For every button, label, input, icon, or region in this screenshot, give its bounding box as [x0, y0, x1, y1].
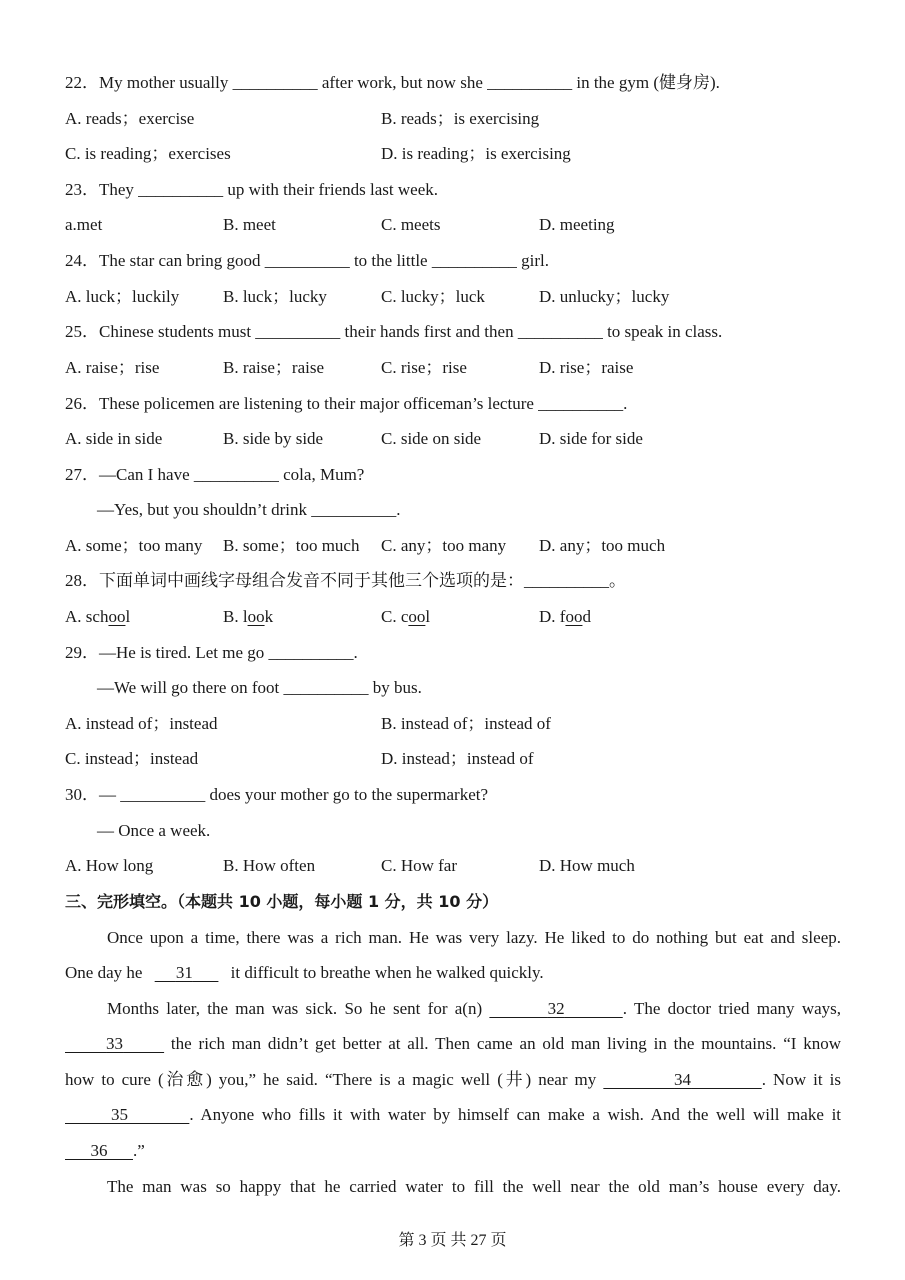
passage-text: how to cure (治愈) you,” he said. “There is a magic well (井) near my [65, 1070, 604, 1089]
passage-line-4 [65, 1033, 841, 1055]
blank-35 [65, 1105, 189, 1124]
q26-option-a: A. side in side [65, 429, 163, 448]
q29-option-a: A. instead of；instead [65, 714, 218, 733]
blank-36 [65, 1141, 133, 1160]
passage-text: .” [133, 1141, 145, 1160]
q25-option-a: A. raise；rise [65, 358, 160, 377]
q24-option-d: D. unlucky；lucky [539, 287, 670, 306]
q26-option-d: D. side for side [539, 429, 643, 448]
blank-36-number: 36 [90, 1141, 108, 1160]
q28-a-suffix: l [125, 607, 131, 626]
question-26-stem: 26．These policemen are listening to their major officeman’s lecture __________. [65, 394, 628, 413]
blank-31 [147, 963, 227, 982]
q23-option-b: B. meet [223, 215, 276, 234]
passage-text: it difficult to breathe when he walked quickly. [226, 963, 544, 982]
q27-option-c: C. any；too many [381, 536, 507, 555]
q28-c-suffix: l [425, 607, 431, 626]
q24-option-c: C. lucky；luck [381, 287, 485, 306]
passage-line-1: Once upon a time, there was a rich man. He was very lazy. He liked to do nothing but eat and sleep. [107, 928, 841, 947]
q27-option-a: A. some；too many [65, 536, 203, 555]
question-30-stem: 30．— __________ does your mother go to the supermarket? [65, 785, 489, 804]
blank-34 [603, 1070, 761, 1089]
q29-option-c: C. instead；instead [65, 749, 199, 768]
blank-32 [489, 999, 622, 1018]
blank-32-number: 32 [547, 999, 565, 1018]
q30-option-b: B. How often [223, 856, 316, 875]
q29-option-b: B. instead of；instead of [381, 714, 551, 733]
q27-option-b: B. some；too much [223, 536, 360, 555]
question-28-stem: 28．下面单词中画线字母组合发音不同于其他三个选项的是：__________。 [65, 571, 626, 590]
q29-option-d: D. instead；instead of [381, 749, 534, 768]
passage-line-5 [65, 1069, 841, 1091]
q28-d-prefix: D. f [539, 607, 566, 626]
passage-text: Months later, the man was sick. So he sent for a(n) [107, 999, 490, 1018]
q28-d-underlined: oo [565, 607, 583, 626]
passage-line-6 [65, 1104, 841, 1126]
passage-text: the rich man didn’t get better at all. Then came an old man living in the mountains. “I know [164, 1034, 842, 1053]
q23-option-c: C. meets [381, 215, 441, 234]
question-29-reply: —We will go there on foot __________ by bus. [97, 678, 422, 697]
q26-option-b: B. side by side [223, 429, 324, 448]
q22-option-a: A. reads；exercise [65, 109, 195, 128]
question-30-reply: — Once a week. [97, 821, 211, 840]
q22-option-b: B. reads；is exercising [381, 109, 540, 128]
q25-option-b: B. raise；raise [223, 358, 325, 377]
passage-line-7 [65, 1140, 841, 1162]
q25-option-d: D. rise；raise [539, 358, 634, 377]
passage-text: One day he [65, 963, 147, 982]
question-27-reply: —Yes, but you shouldn’t drink __________. [97, 500, 401, 519]
q24-option-a: A. luck；luckily [65, 287, 180, 306]
passage-line-2 [65, 962, 841, 984]
blank-31-number: 31 [175, 963, 193, 982]
passage-text: . The doctor tried many ways, [622, 999, 842, 1018]
q28-c-prefix: C. c [381, 607, 409, 626]
q24-option-b: B. luck；lucky [223, 287, 327, 306]
q28-option-b [223, 606, 273, 628]
q28-a-prefix: A. sch [65, 607, 109, 626]
q30-option-d: D. How much [539, 856, 635, 875]
q28-option-c [381, 606, 430, 628]
passage-line-8: The man was so happy that he carried water to fill the well near the old man’s house every day. [107, 1177, 841, 1196]
q28-c-underlined: oo [408, 607, 426, 626]
q22-option-d: D. is reading；is exercising [381, 144, 571, 163]
section-title: 三、完形填空。（本题共 10 小题，每小题 1 分，共 10 分） [65, 892, 499, 911]
blank-34-number: 34 [674, 1070, 692, 1089]
q27-option-d: D. any；too much [539, 536, 666, 555]
page-number: 第 3 页 共 27 页 [398, 1232, 507, 1249]
q23-option-a: a.met [65, 215, 103, 234]
q26-option-c: C. side on side [381, 429, 482, 448]
question-24-stem: 24．The star can bring good __________ to the little __________ girl. [65, 251, 549, 270]
q28-d-suffix: d [582, 607, 591, 626]
q28-b-prefix: B. l [223, 607, 248, 626]
question-25-stem: 25．Chinese students must __________ their hands first and then __________ to speak in class. [65, 322, 723, 341]
q22-option-c: C. is reading；exercises [65, 144, 231, 163]
blank-33-number: 33 [106, 1034, 124, 1053]
q25-option-c: C. rise；rise [381, 358, 467, 377]
q28-b-underlined: oo [247, 607, 265, 626]
q28-option-d [539, 606, 591, 628]
blank-33 [65, 1034, 164, 1053]
question-22-stem: 22．My mother usually __________ after work, but now she __________ in the gym (健身房). [65, 73, 720, 92]
q30-option-c: C. How far [381, 856, 458, 875]
question-29-stem: 29．—He is tired. Let me go __________. [65, 643, 358, 662]
q28-option-a [65, 606, 130, 628]
q30-option-a: A. How long [65, 856, 154, 875]
question-23-stem: 23．They __________ up with their friends last week. [65, 180, 438, 199]
blank-35-number: 35 [111, 1105, 128, 1124]
passage-line-3 [107, 998, 841, 1020]
q28-b-suffix: k [264, 607, 274, 626]
q23-option-d: D. meeting [539, 215, 615, 234]
question-27-stem: 27．—Can I have __________ cola, Mum? [65, 465, 365, 484]
passage-text: . Anyone who fills it with water by himself can make a wish. And the well will make it [189, 1105, 842, 1124]
passage-text: . Now it is [761, 1070, 842, 1089]
q28-a-underlined: oo [108, 607, 126, 626]
